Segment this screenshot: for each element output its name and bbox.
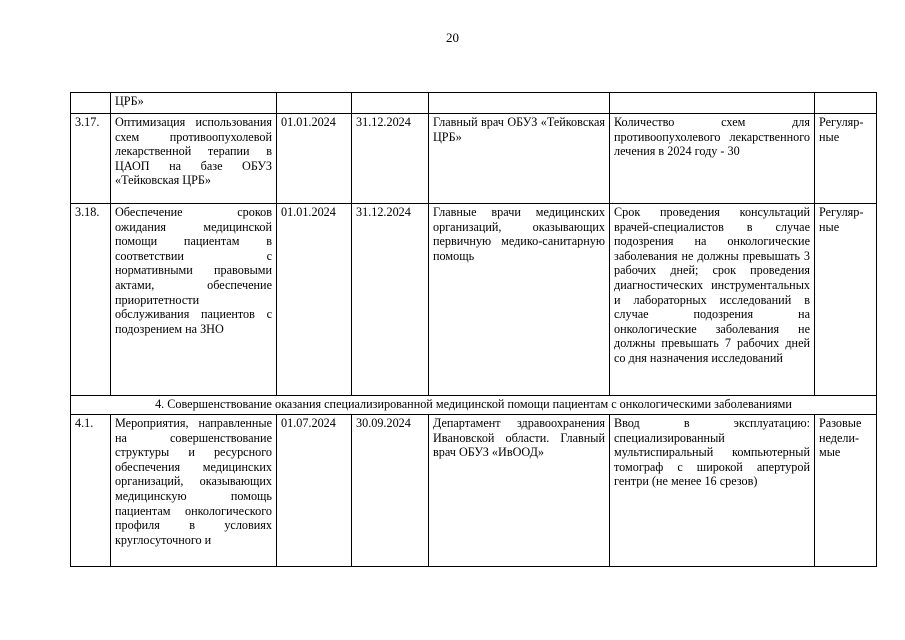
cell-type: Регуляр-ные — [815, 114, 877, 204]
table-row — [71, 415, 877, 567]
cell-responsible — [429, 93, 610, 114]
cell-end: 30.09.2024 — [352, 415, 429, 567]
cell-measure: Мероприятия, направленные на совершенствование структуры и ресурсного обеспечения медицинских организаций, оказывающих медицинскую помощь пациентам онкологического профиля в условиях круглосуточного и — [111, 415, 277, 567]
cell-num: 4.1. — [71, 415, 111, 567]
cell-end: 31.12.2024 — [352, 204, 429, 396]
cell-responsible: Главный врач ОБУЗ «Тейковская ЦРБ» — [429, 114, 610, 204]
section-title: 4. Совершенствование оказания специализированной медицинской помощи пациентам с онкологическими заболеваниями — [71, 396, 877, 415]
cell-measure: Оптимизация использования схем противоопухолевой лекарственной терапии в ЦАОП на базе ОБУЗ «Тейковская ЦРБ» — [111, 114, 277, 204]
table-row — [71, 114, 877, 204]
cell-responsible: Департамент здравоохранения Ивановской области. Главный врач ОБУЗ «ИвООД» — [429, 415, 610, 567]
cell-responsible: Главные врачи медицинских организаций, оказывающих первичную медико-санитарную помощь — [429, 204, 610, 396]
cell-start: 01.01.2024 — [277, 114, 352, 204]
plan-table — [70, 92, 877, 567]
cell-measure: ЦРБ» — [111, 93, 277, 114]
cell-end — [352, 93, 429, 114]
cell-end: 31.12.2024 — [352, 114, 429, 204]
table-row — [71, 204, 877, 396]
cell-num: 3.17. — [71, 114, 111, 204]
cell-num — [71, 93, 111, 114]
table-row — [71, 93, 877, 114]
cell-result: Срок проведения консультаций врачей-специалистов в случае подозрения на онкологические заболевания не должны превышать 3 рабочих дней; срок проведения диагностических инструментальных и лабораторных исследований в случае подозрения на онкологические заболевания не должны превышать 7 рабочих дней со дня назначения исследований — [610, 204, 815, 396]
cell-result: Количество схем для противоопухолевого лекарственного лечения в 2024 году - 30 — [610, 114, 815, 204]
section-row — [71, 396, 877, 415]
cell-start: 01.07.2024 — [277, 415, 352, 567]
cell-start — [277, 93, 352, 114]
cell-type: Регуляр-ные — [815, 204, 877, 396]
cell-type — [815, 93, 877, 114]
cell-measure: Обеспечение сроков ожидания медицинской помощи пациентам в соответствии с нормативными правовыми актами, обеспечение приоритетности обслуживания пациентов с подозрением на ЗНО — [111, 204, 277, 396]
cell-result: Ввод в эксплуатацию: специализированный мультиспиральный компьютерный томограф с широкой апертурой гентри (не менее 16 срезов) — [610, 415, 815, 567]
cell-start: 01.01.2024 — [277, 204, 352, 396]
page-number: 20 — [446, 30, 459, 45]
cell-num: 3.18. — [71, 204, 111, 396]
cell-result — [610, 93, 815, 114]
cell-type: Разовые недели-мые — [815, 415, 877, 567]
